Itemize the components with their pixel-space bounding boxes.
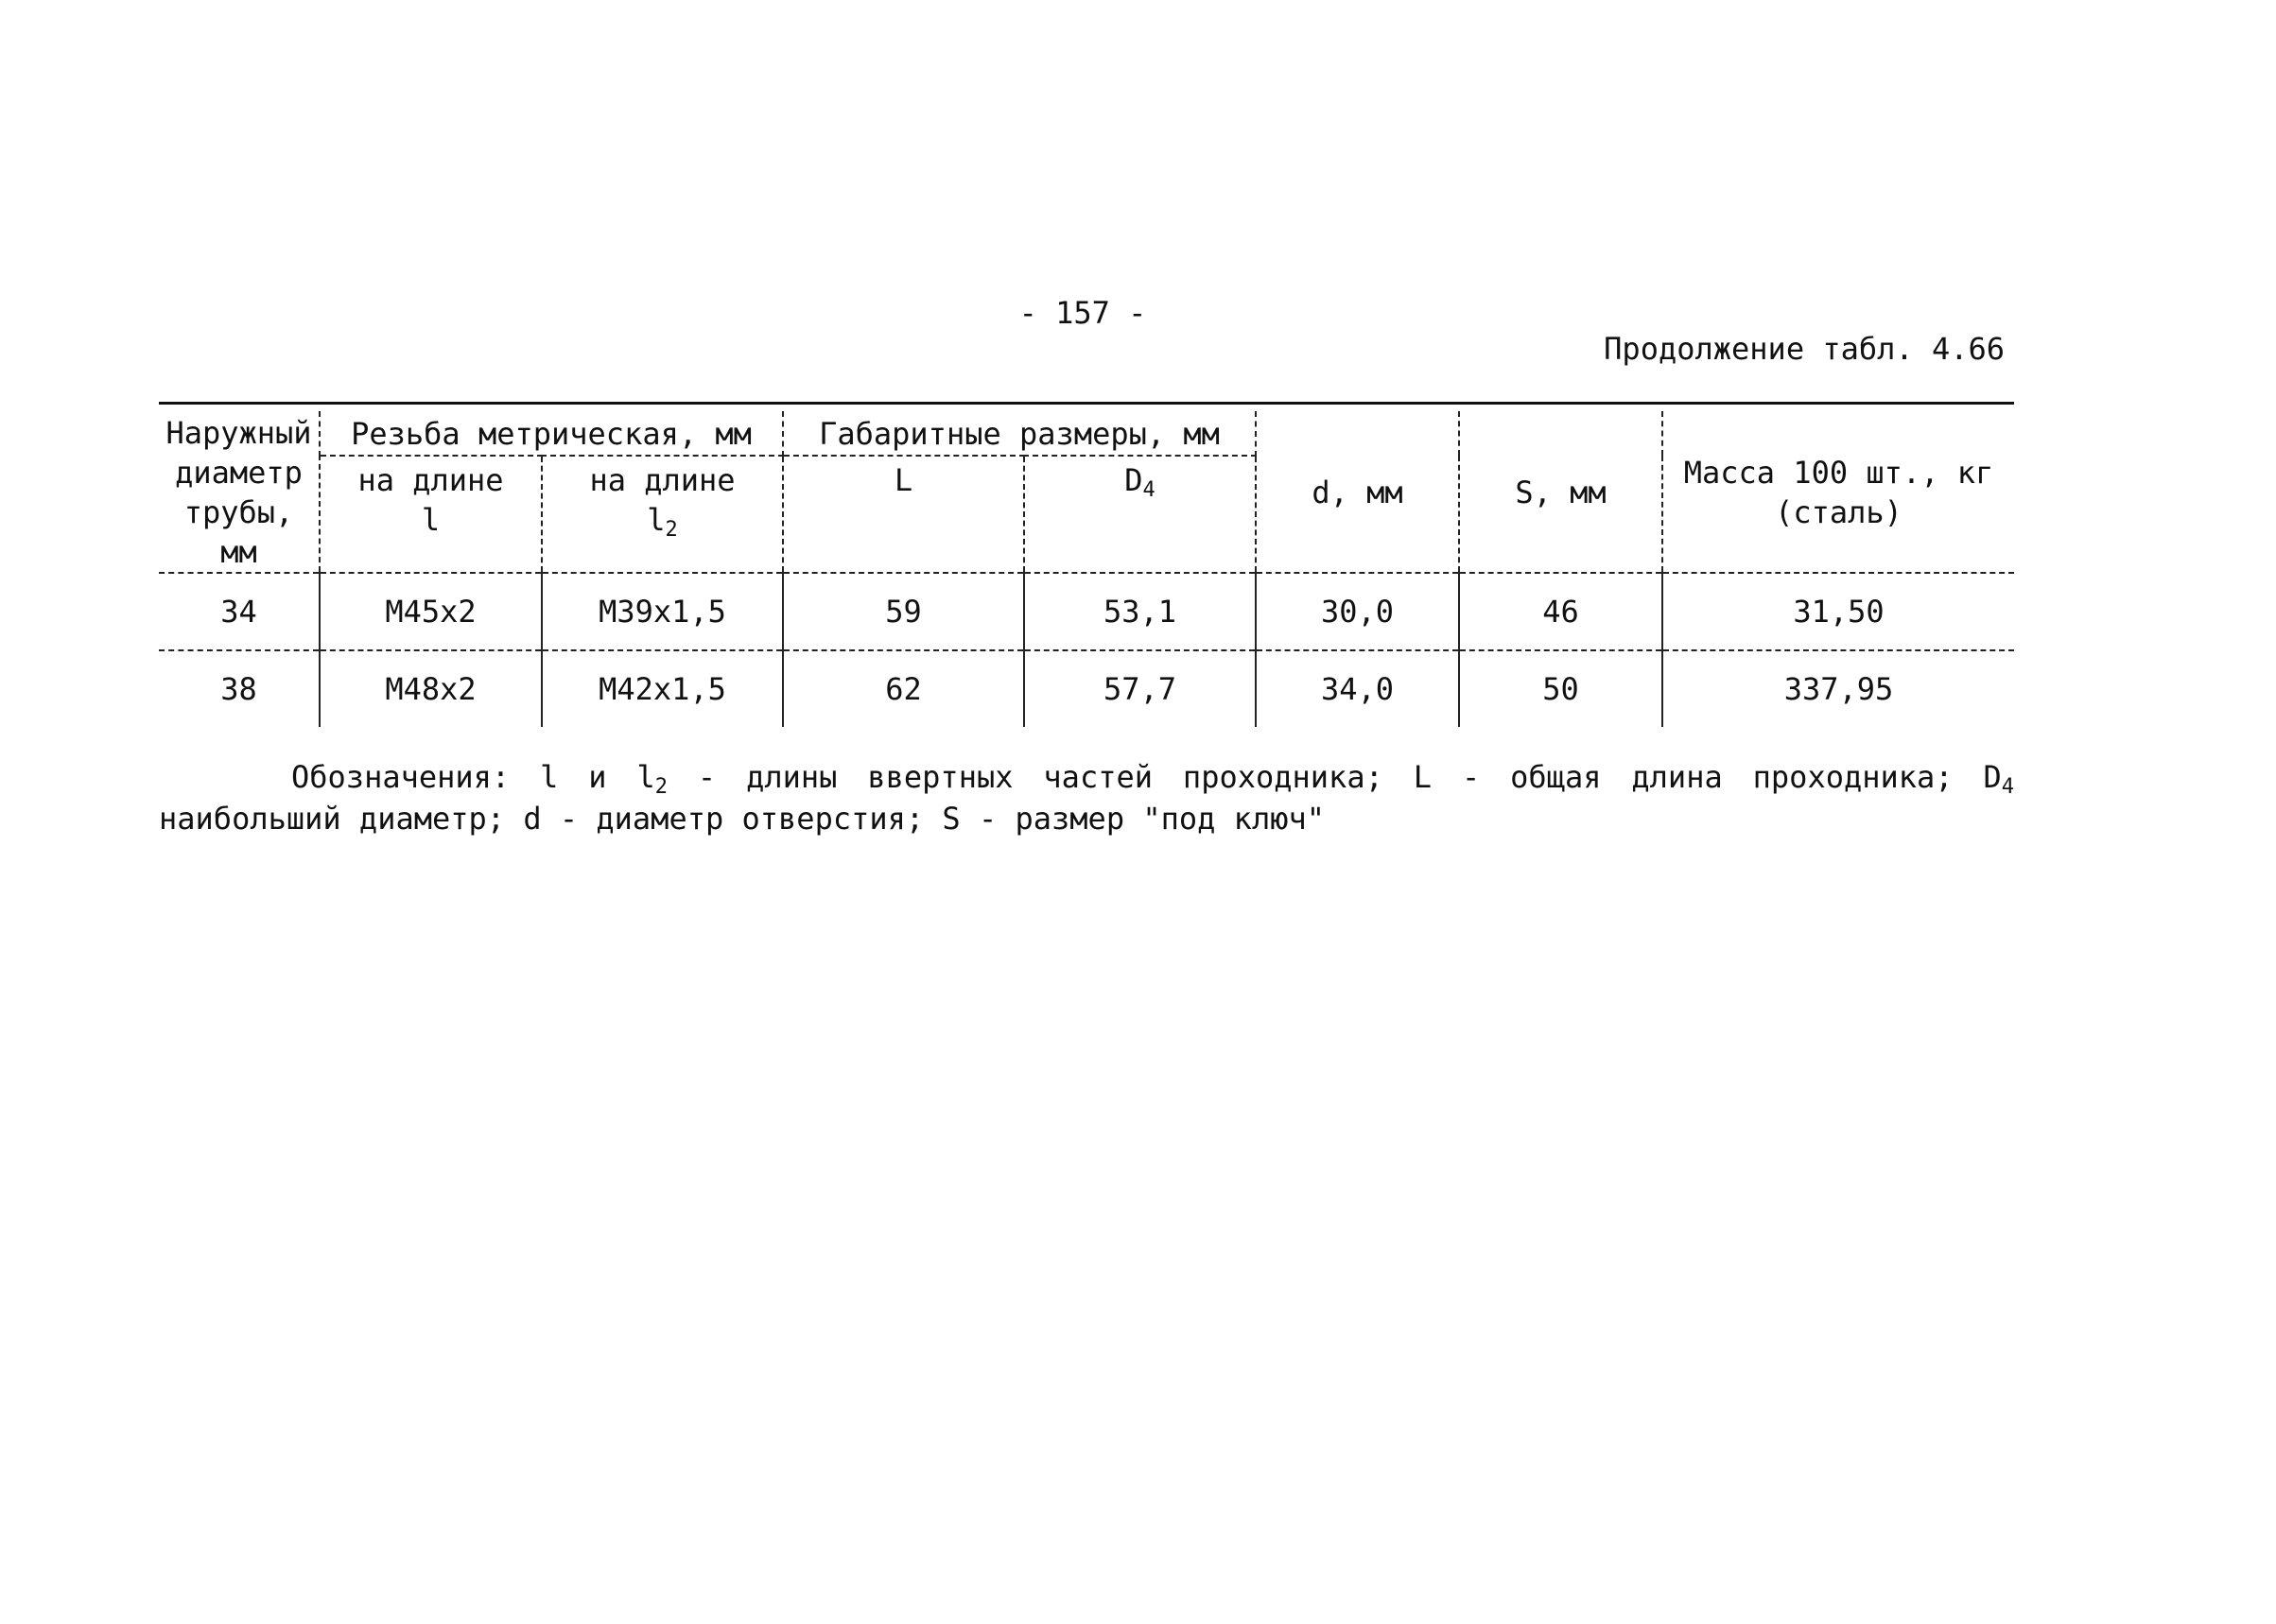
table-continuation-caption: Продолжение табл. 4.66 (1604, 331, 2005, 367)
header-s: S, мм (1459, 411, 1662, 573)
cell-mass: 337,95 (1662, 650, 2014, 727)
cell-S: 46 (1459, 573, 1662, 650)
header-D4: $D_4$ (1024, 456, 1256, 573)
cell-D4: 53,1 (1024, 573, 1256, 650)
cell-thread-l2: M39x1,5 (542, 573, 783, 650)
header-thread-l-label: на длине (357, 462, 504, 499)
table-notes (159, 756, 2014, 839)
spec-table (159, 411, 2014, 727)
header-L: L (783, 456, 1024, 573)
header-thread-l2-symbol: $l_2$ (647, 502, 678, 543)
notes-part1: - длины ввертных частей проходника; L - общая длина проходника; D (668, 759, 2002, 795)
header-thread-l2 (542, 456, 783, 573)
cell-thread-l: M48x2 (320, 650, 542, 727)
cell-D4: 57,7 (1024, 650, 1256, 727)
table-top-rule (159, 402, 2014, 405)
cell-d: 34,0 (1256, 650, 1459, 727)
cell-mass: 31,50 (1662, 573, 2014, 650)
cell-L: 59 (783, 573, 1024, 650)
cell-outer-diameter: 38 (159, 650, 320, 727)
header-thread-l-symbol: l (421, 502, 441, 539)
header-d: d, мм (1256, 411, 1459, 573)
table-row (159, 573, 2014, 650)
header-thread-group: Резьба метрическая, мм (320, 411, 783, 456)
header-mass: Масса 100 шт., кг (сталь) (1683, 455, 1994, 530)
cell-d: 30,0 (1256, 573, 1459, 650)
header-thread-l2-label: на длине (589, 462, 736, 499)
notes-prefix: Обозначения: l и l (291, 759, 655, 795)
notes-prefix-sub: 2 (654, 775, 668, 799)
cell-outer-diameter: 34 (159, 573, 320, 650)
page-number: - 157 - (1018, 295, 1147, 331)
notes-part1-sub: 4 (2001, 775, 2014, 799)
header-thread-l (320, 456, 542, 573)
cell-S: 50 (1459, 650, 1662, 727)
header-dimensions-group: Габаритные размеры, мм (783, 411, 1256, 456)
cell-L: 62 (783, 650, 1024, 727)
notes-part2: наибольший диаметр; d - диаметр отверстия; S - размер "под ключ" (159, 801, 1325, 837)
cell-thread-l: M45x2 (320, 573, 542, 650)
cell-thread-l2: M42x1,5 (542, 650, 783, 727)
table-row (159, 650, 2014, 727)
header-outer-diameter: Наружный диаметр трубы, мм (159, 411, 320, 573)
